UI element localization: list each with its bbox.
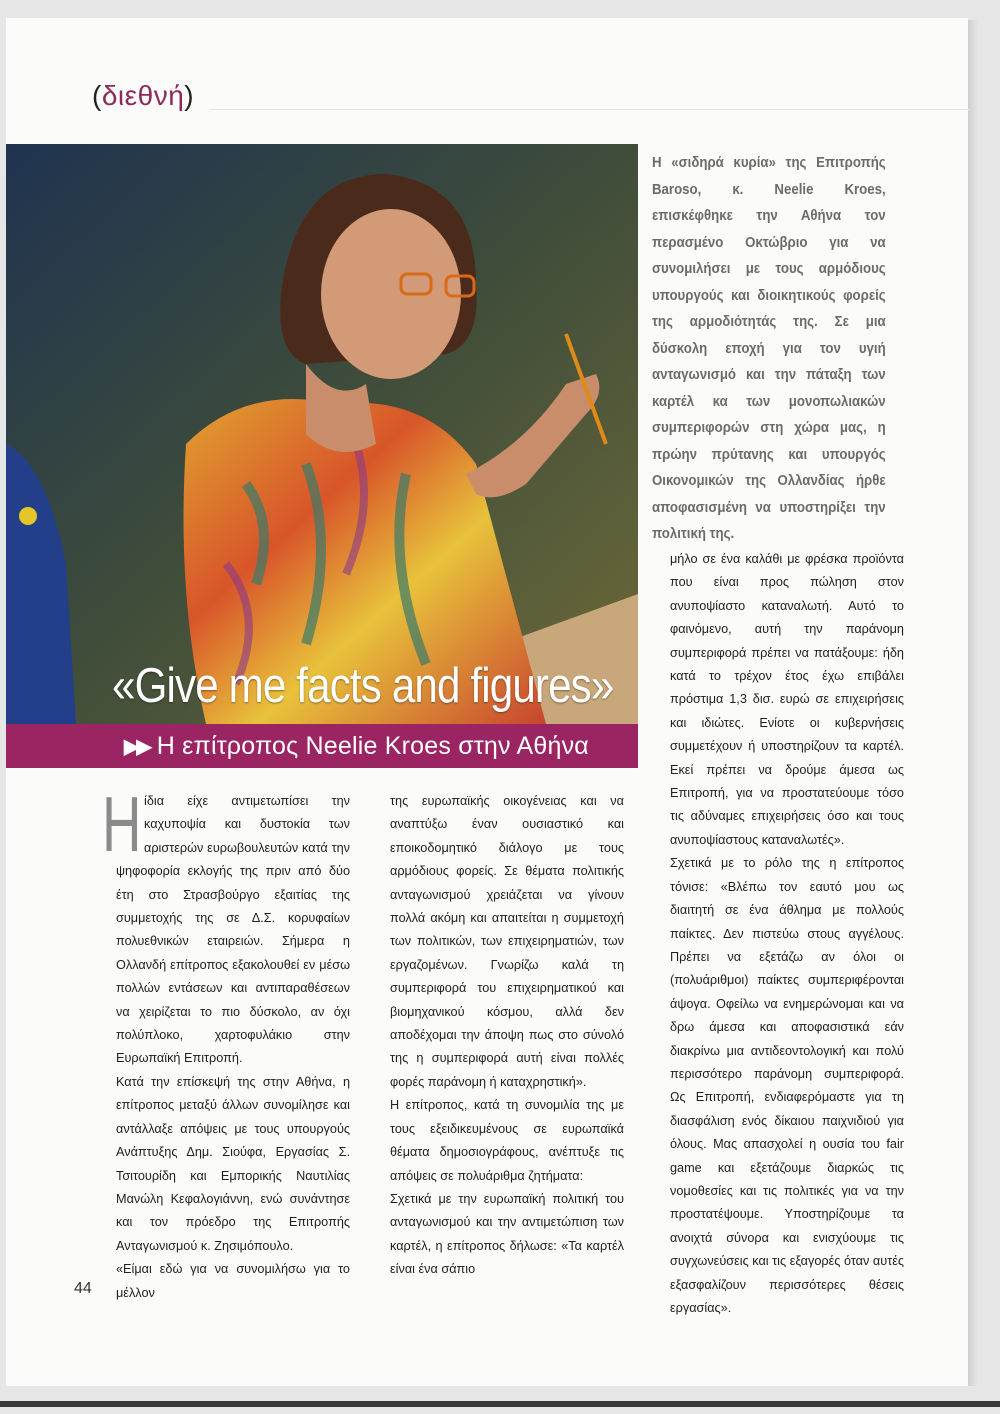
paragraph: της ευρωπαϊκής οικογένειας και να αναπτύξω έναν ουσιαστικό και εποικοδομητικό διάλογο με τους αρμόδιους φορείς. Σε θέματα πολιτικής ανταγωνισμού χρειάζεται να γίνουν πολλά ακόμη και απαιτείται η συμμετοχή των πολιτικών, των επιχειρηματιών, των εργαζομένων. Γνωρίζω καλά τη συμπεριφορά του επιχειρηματικού και βιομηχανικού κόσμου, αλλά δεν αποδέχομαι την άποψη πως στο σύνολό της η συμπεριφορά αυτή είναι πολλές φορές παράνομη ή καταχρηστική». xyxy=(390,794,624,1089)
drop-cap: Η xyxy=(102,780,142,868)
section-open-paren: ( xyxy=(92,80,102,111)
text-column-1 xyxy=(102,780,350,1305)
face xyxy=(321,209,461,379)
scanner-bottom-edge xyxy=(0,1401,1000,1407)
subtitle: Η επίτροπος Neelie Kroes στην Αθήνα xyxy=(156,731,589,760)
paragraph: «Είμαι εδώ για να συνομιλήσω για το μέλλον xyxy=(116,1262,350,1300)
article-photo xyxy=(6,144,638,724)
double-chevron-right-icon: ▶▶ xyxy=(124,735,149,758)
flag-star xyxy=(19,507,37,525)
section-close-paren: ) xyxy=(184,80,195,111)
text-column-2 xyxy=(390,790,624,1282)
headline: «Give me facts and figures» xyxy=(112,659,614,713)
subtitle-bar xyxy=(6,724,638,768)
page-number: 44 xyxy=(74,1280,92,1297)
paragraph: Κατά την επίσκεψή της στην Αθήνα, η επίτροπος μεταξύ άλλων συνομίλησε και αντάλλαξε απόψεις με τους υπουργούς Ανάπτυξης Δημ. Σιούφα, Εργασίας Σ. Τσιτουρίδη και Εμπορικής Ναυτιλίας Μανώλη Κεφαλογιάννη, ενώ συνάντησε και τον πρόεδρο της Επιτροπής Ανταγωνισμού κ. Ζησιμόπουλο. xyxy=(116,1074,350,1253)
lead-paragraph: Η «σιδηρά κυρία» της Επιτροπής Baroso, κ. Neelie Kroes, επισκέφθηκε την Αθήνα τον περασμένο Οκτώβριο για να συνομιλήσει με τους αρμόδιους υπουργούς και διοικητικούς φορείς της αρμοδιότητάς της. Σε μια δύσκολη εποχή για τον υγιή ανταγωνισμό και την πάταξη των καρτέλ κα των μονοπωλιακών συμπεριφορών στη χώρα μας, η πρώην πρύτανης και υπουργός Οικονομικών της Ολλανδίας ήρθε αποφασισμένη να υποστηρίξει την πολιτική της. xyxy=(652,155,886,542)
text-column-3 xyxy=(670,548,904,1320)
section-name: διεθνή xyxy=(101,80,185,111)
paragraph: μήλο σε ένα καλάθι με φρέσκα προϊόντα που είναι προς πώληση στον ανυποψίαστο καταναλωτή. Αυτό το φαινόμενο, αυτή την παράνομη συμπεριφορά πρέπει να πατάξουμε: ήδη κατά το τρέχον έτος έχω επιβάλει πρόστιμα 1,3 δισ. ευρώ σε επιχειρήσεις και ιδιώτες. Ενίοτε οι κυβερνήσεις συμμετέχουν ή υποστηρίζουν τα καρτέλ. Εκεί πρέπει να δρούμε άμεσα ως Επιτροπή, για να προστατεύουμε τόσο τις αδύναμες επιχειρήσεις όσο και τους ανυποψίαστους καταναλωτές». xyxy=(670,552,904,847)
page-edge-shadow xyxy=(968,20,978,1386)
paragraph: Σχετικά με την ευρωπαϊκή πολιτική του ανταγωνισμού και την αντιμετώπιση των καρτέλ, η επίτροπος δήλωσε: «Τα καρτέλ είναι ένα σάπιο xyxy=(390,1191,624,1277)
section-label xyxy=(92,80,194,112)
section-rule xyxy=(210,109,970,110)
paragraph: Σχετικά με το ρόλο της η επίτροπος τόνισε: «Βλέπω τον εαυτό μου ως διαιτητή σε ένα άθλημα με πολλούς παίκτες. Δεν πιστεύω στους αγγέλους. Πρέπει να εξετάζω αν όλοι οι (πολυάριθμοι) παίκτες συμπεριφέρονται άψογα. Οφείλω να ενημερώνομαι και να δρω άμεσα και αποφασιστικά εάν διακρίνω μια αντιδεοντολογική και πολύ περισσότερο παράνομη συμπεριφορά. Ως Επιτροπή, ενδιαφερόμαστε για τη διασφάλιση ενός δίκαιου παιχνιδιού για όλους. Μας απασχολεί η ουσία του fair game και εξετάζουμε διαρκώς τις νομοθεσίες και τις πολιτικές για να την προστατέψουμε. Υποστηρίζουμε τα ανοιχτά σύνορα και ενισχύουμε τις συγχωνεύσεις και τις εξαγορές όταν αυτές εξασφαλίζουν περισσότερες θέσεις εργασίας». xyxy=(670,856,904,1315)
paragraph: Ηίδια είχε αντιμετωπίσει την καχυποψία και δυστοκία των αριστερών ευρωβουλευτών κατά την ψηφοφορία εκλογής της πριν από δύο έτη στο Στρασβούργο εξαιτίας της συμμετοχής της σε Δ.Σ. κορυφαίων πολυεθνικών εταιρειών. Σήμερα η Ολλανδή επίτροπος εξακολουθεί εν μέσω πολλών εντάσεων και αντιπαραθέσεων να χειρίζεται το πιο δύσκολο, αν όχι πολύπλοκο, χαρτοφυλάκιο στην Ευρωπαϊκή Επιτροπή. xyxy=(102,780,350,1066)
portrait-illustration xyxy=(6,144,638,724)
paragraph: Η επίτροπος, κατά τη συνομιλία της με τους εξειδικευμένους σε ευρωπαϊκά θέματα δημοσιογράφους, ανέπτυξε τις απόψεις σε πολυάριθμα ζητήματα: xyxy=(390,1098,624,1183)
